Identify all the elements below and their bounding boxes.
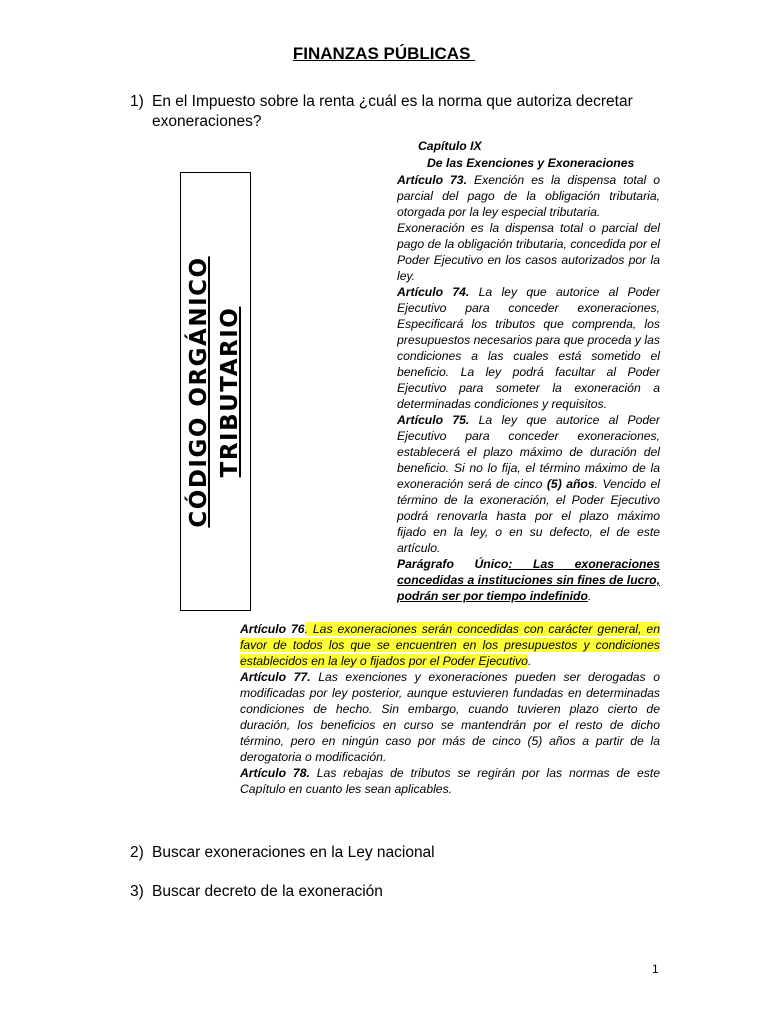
chapter-name: De las Exenciones y Exoneraciones — [427, 156, 635, 170]
article-76 — [240, 621, 660, 669]
side-label-line-2: TRIBUTARIO — [217, 306, 243, 478]
article-78 — [240, 765, 660, 797]
article-text: La ley que autorice al Poder Ejecutivo para conceder exoneraciones, Especificará los tributos que comprenda, los presupuestos necesarios para que proceda y las condiciones a las cuales está sometido el beneficio. La ley podrá facultar al Poder Ejecutivo para someter la exoneración a determinadas condiciones y requisitos. — [397, 285, 660, 411]
article-text: Exención es la dispensa total o parcial del pago de la obligación tributaria, otorgada por la ley especial tributaria. — [397, 173, 660, 219]
chapter-number: Capítulo IX — [418, 139, 482, 153]
highlighted-text: . Las exoneraciones serán concedidas con carácter general, en favor de todos los que se encuentren en los presupuestos y condiciones establecidos en la ley o fijados por el Poder Ejecutivo — [240, 622, 660, 668]
paragrafo-text: : Las exoneraciones concedidas a instituciones sin fines de lucro, podrán ser por tiempo indefinido — [397, 557, 661, 603]
question-text: Buscar decreto de la exoneración — [152, 883, 383, 900]
paragrafo-end: . — [587, 589, 592, 603]
question-number: 1) — [130, 93, 144, 110]
side-label-line-1: CÓDIGO ORGÁNICO — [186, 256, 212, 528]
article-label: Artículo 76 — [240, 622, 305, 636]
article-text: Las exenciones y exoneraciones pueden ser derogadas o modificadas por ley posterior, aunque estuvieren fundadas en determinadas condiciones de hecho. Sin embargo, cuando tuvieren plazo cierto de duración, los beneficios en curso se mantendrán por el resto de dicho término, pero en ningún caso por más de cinco (5) años a partir de la derogatoria o modificación. — [240, 670, 660, 764]
article-label: Artículo 73. — [397, 173, 467, 187]
question-number: 2) — [130, 844, 144, 861]
article-end: . — [527, 654, 532, 668]
article-77 — [240, 669, 660, 765]
article-text-after: . Vencido el término de la exoneración, el Poder Ejecutivo podrá renovarla hasta por el plazo máximo fijado en la ley, o en su defecto, el de este artículo. — [397, 477, 660, 555]
article-label: Artículo 74. — [397, 285, 470, 299]
page-title: FINANZAS PÚBLICAS — [292, 44, 476, 63]
article-bold: (5) años — [546, 477, 595, 491]
paragrafo-label: Parágrafo Único — [397, 557, 509, 571]
article-label: Artículo 75. — [397, 413, 470, 427]
article-label: Artículo 78. — [240, 766, 310, 780]
articles-wide-column — [240, 621, 660, 797]
paragrafo-unico — [397, 556, 660, 604]
article-text: Las rebajas de tributos se regirán por las normas de este Capítulo en cuanto les sean aplicables. — [240, 766, 660, 796]
article-73 — [397, 172, 660, 220]
article-74 — [397, 284, 660, 412]
articles-column — [397, 172, 660, 604]
article-label: Artículo 77. — [240, 670, 311, 684]
article-text: La ley que autorice al Poder Ejecutivo para conceder exoneraciones, establecerá el plazo máximo de duración del beneficio. Si no lo fija, el término máximo de la exoneración será de cinco — [397, 413, 660, 491]
side-label — [184, 256, 246, 527]
question-text: En el Impuesto sobre la renta ¿cuál es la norma que autoriza decretar exoneraciones? — [152, 93, 633, 130]
page-number: 1 — [652, 962, 659, 976]
article-75 — [397, 412, 660, 556]
article-73-exoneration: Exoneración es la dispensa total o parcial del pago de la obligación tributaria, concedida por el Poder Ejecutivo en los casos autorizados por la ley. — [397, 221, 660, 283]
question-text: Buscar exoneraciones en la Ley nacional — [152, 844, 435, 861]
question-number: 3) — [130, 883, 144, 900]
